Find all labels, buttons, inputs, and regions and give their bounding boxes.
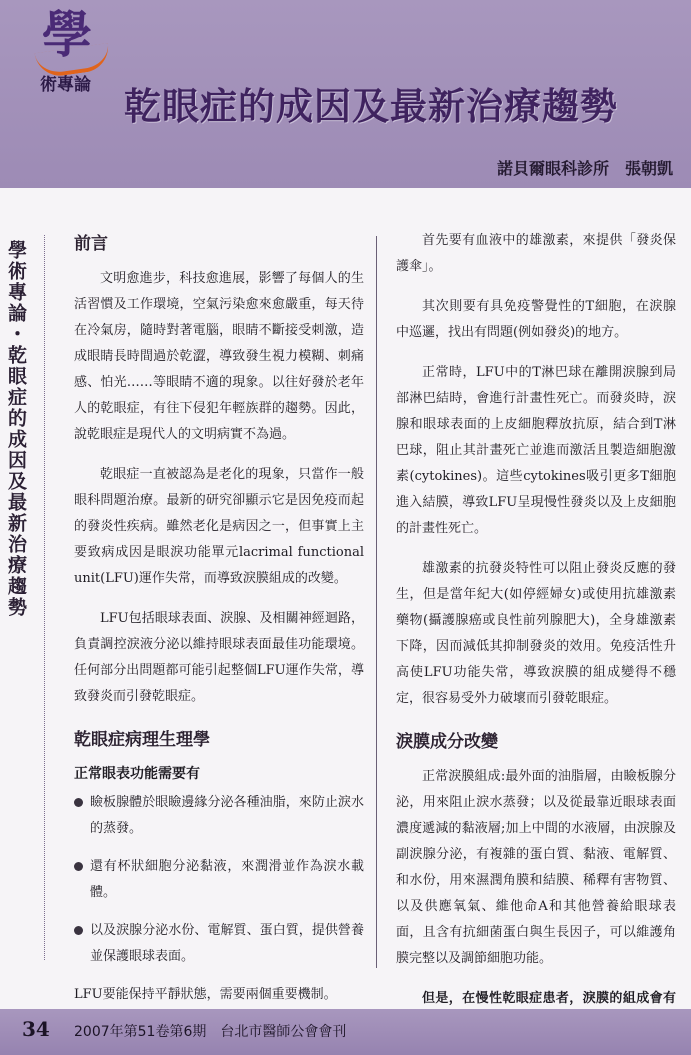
right-column (396, 228, 676, 1052)
journal-info: 2007年第51卷第6期 台北市醫師公會會刊 (74, 1024, 347, 1040)
footer-band (0, 1009, 691, 1055)
paragraph: 雄激素的抗發炎特性可以阻止發炎反應的發生，但是當年紀大(如停經婦女)或使用抗雄激素藥物(攝護腺癌或良性前列腺肥大)，全身雄激素下降，因而減低其抑制發炎的效用。免疫活性升高使LFU功能失常，導致淚膜的組成變得不穩定，很容易受外力破壞而引發乾眼症。 (396, 561, 676, 706)
list-item: 還有杯狀細胞分泌黏液，來潤滑並作為淚水載體。 (74, 854, 364, 906)
heading-pathophysiology: 乾眼症病理生理學 (74, 730, 210, 750)
column-divider (376, 236, 377, 968)
bullet-list (74, 790, 364, 970)
badge-sub-label: 術專論 (40, 75, 91, 95)
header-band (0, 0, 691, 188)
article-byline: 諾貝爾眼科診所 張朝凱 (496, 159, 673, 178)
paragraph: 正常時，LFU中的T淋巴球在離開淚腺到局部淋巴結時，會進行計畫性死亡。而發炎時，淚腺和眼球表面的上皮細胞釋放抗原，結合到T淋巴球，阻止其計畫死亡並進而激活且製造細胞激素(cytokines)。這些cytokines吸引更多T細胞進入結膜，導致LFU呈現慢性發炎以及上皮細胞的計畫性死亡。 (396, 365, 676, 536)
paragraph: LFU包括眼球表面、淚腺、及相關神經迴路，負責調控淚液分泌以維持眼球表面最佳功能環境。任何部分出問題都可能引起整個LFU運作失常，導致發炎而引發乾眼症。 (74, 611, 364, 704)
paragraph: 但是，在慢性乾眼症患者，淚膜的組成會有 (422, 991, 676, 1006)
paragraph: LFU要能保持平靜狀態，需要兩個重要機制。 (74, 987, 337, 1002)
left-column (74, 228, 364, 1022)
paragraph: 乾眼症一直被認為是老化的現象，只當作一般眼科問題治療。最新的研究卻顯示它是因免疫而起的發炎性疾病。雖然老化是病因之一，但事實上主要致病成因是眼淚功能單元lacrimal functional unit(LFU)運作失常，而導致淚膜組成的改變。 (74, 467, 364, 586)
side-divider (44, 235, 46, 960)
paragraph: 正常淚膜組成:最外面的油脂層，由瞼板腺分泌，用來阻止淚水蒸發；以及從最靠近眼球表面濃度遞減的黏液層;加上中間的水液層，由淚腺及副淚腺分泌，有複雜的蛋白質、黏液、電解質、和水份，用來濕潤角膜和結膜、稀釋有害物質、以及供應氧氣、維他命A和其他營養給眼球表面，且含有抗細菌蛋白與生長因子，可以維護角膜完整以及調節細胞功能。 (396, 769, 676, 966)
list-item: 以及淚腺分泌水份、電解質、蛋白質，提供營養並保護眼球表面。 (74, 918, 364, 970)
paragraph: 文明愈進步，科技愈進展，影響了每個人的生活習慣及工作環境，空氣污染愈來愈嚴重，每天待在冷氣房，隨時對著電腦，眼睛不斷接受刺激，造成眼睛長時間過於乾澀，導致發生視力模糊、刺痛感、怕光……等眼睛不適的現象。以往好發於老年人的乾眼症，有往下侵犯年輕族群的趨勢。因此，說乾眼症是現代人的文明病實不為過。 (74, 271, 364, 442)
paragraph: 首先要有血液中的雄激素，來提供「發炎保護傘」。 (396, 233, 676, 274)
article-title: 乾眼症的成因及最新治療趨勢 (124, 84, 618, 128)
paragraph: 其次則要有具免疫警覺性的T細胞，在淚腺中巡邏，找出有問題(例如發炎)的地方。 (396, 299, 676, 340)
subheading-normal-function: 正常眼表功能需要有 (74, 766, 200, 782)
page-number: 34 (22, 1017, 50, 1041)
badge-main-char: 學 (42, 5, 92, 64)
heading-tear-film: 淚膜成分改變 (396, 732, 498, 752)
section-badge (34, 2, 112, 98)
heading-intro: 前言 (74, 234, 108, 254)
list-item: 瞼板腺體於眼瞼邊緣分泌各種油脂，來防止淚水的蒸發。 (74, 790, 364, 842)
vertical-section-label: 學術專論・乾眼症的成因及最新治療趨勢 (5, 240, 27, 618)
